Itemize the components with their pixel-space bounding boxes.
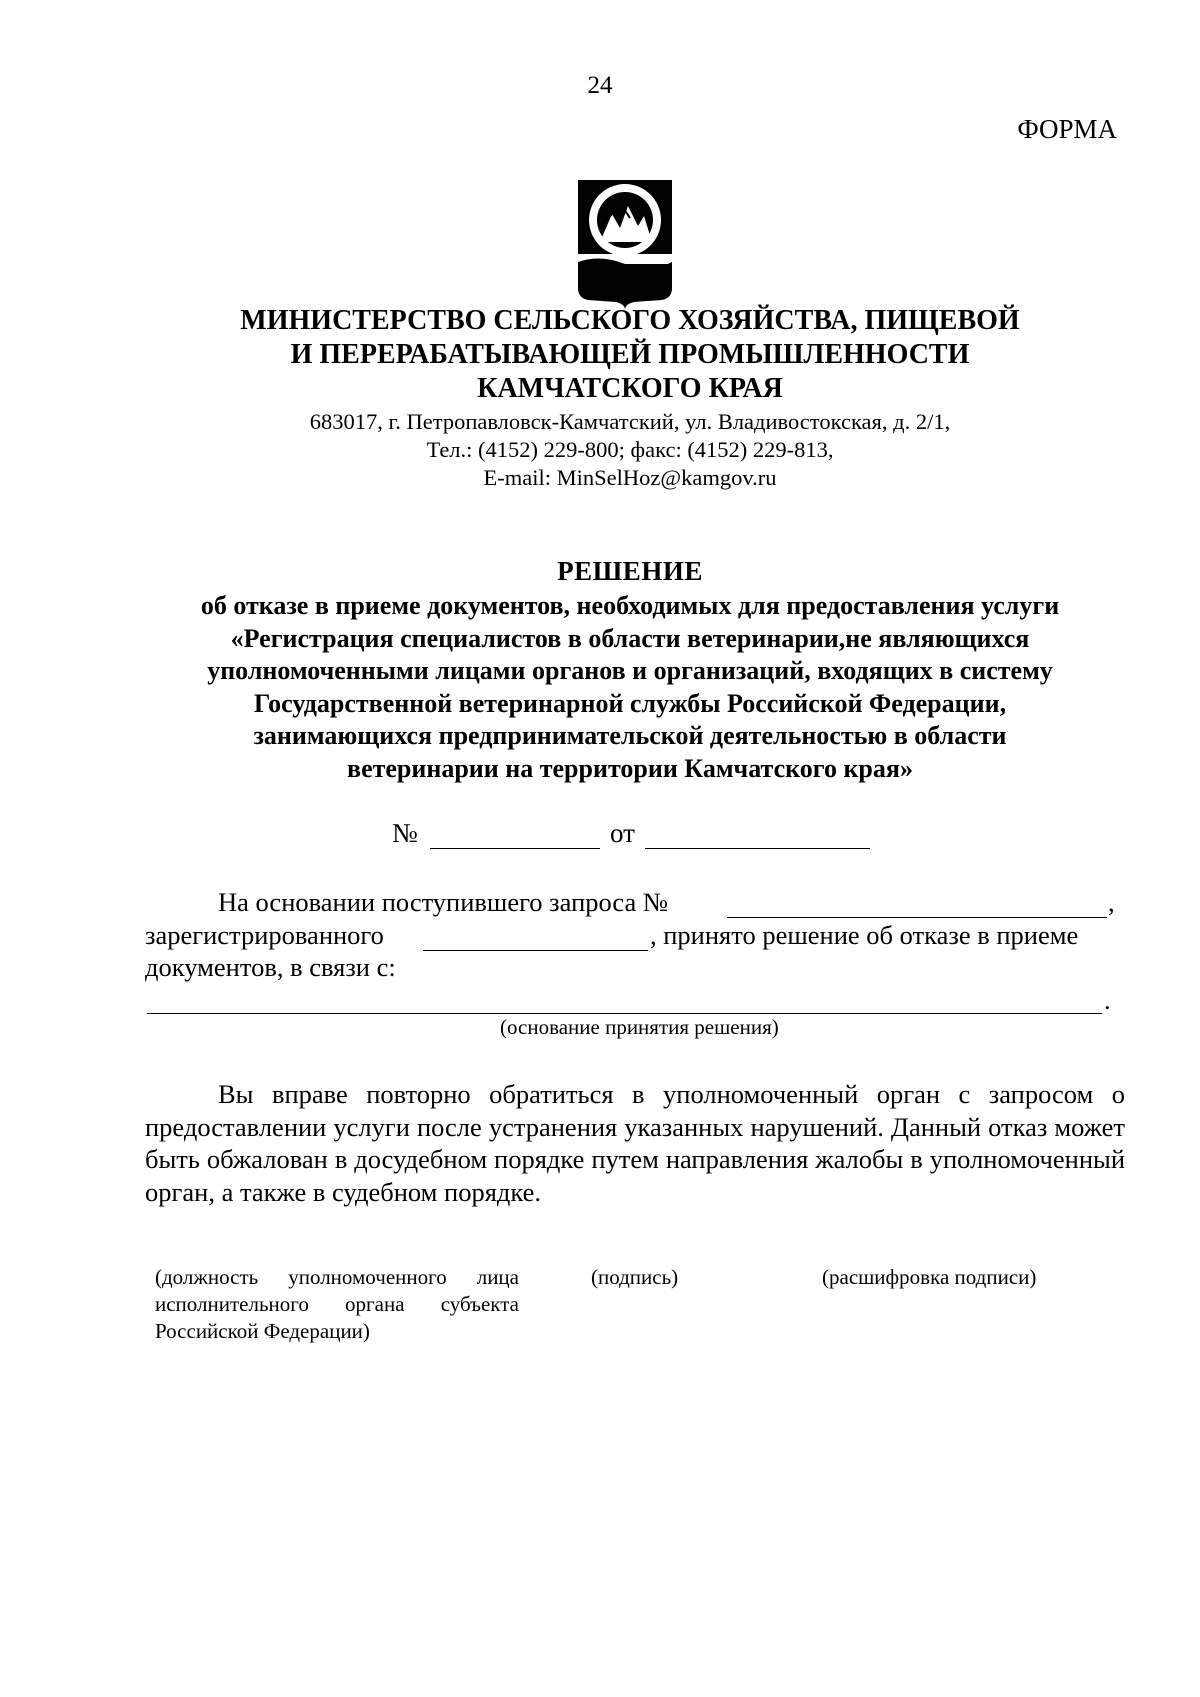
address-line-3: E-mail: MinSelHoz@kamgov.ru [483,465,777,490]
address-line-1: 683017, г. Петропавловск-Камчатский, ул. Владивостокская, д. 2/1, [309,409,951,434]
signature-caption: (подпись) [591,1265,679,1289]
basis-line-2-end: , принято решение об отказе в приеме [650,920,1079,950]
decision-subtitle-line: «Регистрация специалистов в области ветеринарии,не являющихся [230,623,1030,653]
decision-subtitle-line: Государственной ветеринарной службы Российской Федерации, [253,688,1007,718]
decision-date-blank[interactable] [645,848,870,849]
signature-position-caption: (должность уполномоченного лица исполнительного органа субъекта Российской Федерации) [155,1265,519,1343]
ministry-header [0,304,1200,406]
ministry-line-2: И ПЕРЕРАБАТЫВАЮЩЕЙ ПРОМЫШЛЕННОСТИ [290,339,970,370]
basis-line-4-end: . [1104,985,1111,1015]
page-number: 24 [587,72,613,99]
decision-subtitle-line: уполномоченными лицами органов и организаций, входящих в систему [207,656,1053,685]
ministry-line-3: КАМЧАТСКОГО КРАЯ [477,373,783,404]
ministry-address [0,408,1200,492]
decision-number-blank[interactable] [430,848,600,849]
basis-caption: (основание принятия решения) [500,1015,779,1039]
basis-line-1: На основании поступившего запроса № [218,887,669,917]
date-from-label: от [610,818,635,848]
decision-subtitle-line: ветеринарии на территории Камчатского края» [347,753,913,783]
signature-decoding-caption: (расшифровка подписи) [822,1265,1037,1289]
decision-subtitle-line: занимающихся предпринимательской деятельностью в области [253,721,1007,750]
basis-line-1-end: , [1108,887,1115,917]
ministry-line-1: МИНИСТЕРСТВО СЕЛЬСКОГО ХОЗЯЙСТВА, ПИЩЕВОЙ [240,305,1020,336]
decision-title: РЕШЕНИЕ [557,556,703,586]
registration-date-blank[interactable] [423,950,648,951]
form-label: ФОРМА [1017,114,1117,144]
appeal-paragraph: Вы вправе повторно обратиться в уполномоченный орган с запросом о предоставлении услуги после устранения указанных нарушений. Данный отказ может быть обжалован в досудебном порядке путем направления жалобы в уполномоченный орган, а также в судебном порядке. [145,1079,1125,1207]
basis-reason-blank[interactable] [147,1013,1102,1014]
kamchatka-coat-of-arms-icon [570,176,680,310]
request-number-blank[interactable] [727,917,1107,918]
number-sign: № [392,818,418,848]
basis-line-3: документов, в связи с: [145,952,396,982]
basis-line-2-start: зарегистрированного [145,920,384,950]
address-line-2: Тел.: (4152) 229-800; факс: (4152) 229-813, [426,437,834,462]
decision-subtitle [130,590,1130,785]
decision-subtitle-line: об отказе в приеме документов, необходимых для предоставления услуги [200,591,1060,620]
